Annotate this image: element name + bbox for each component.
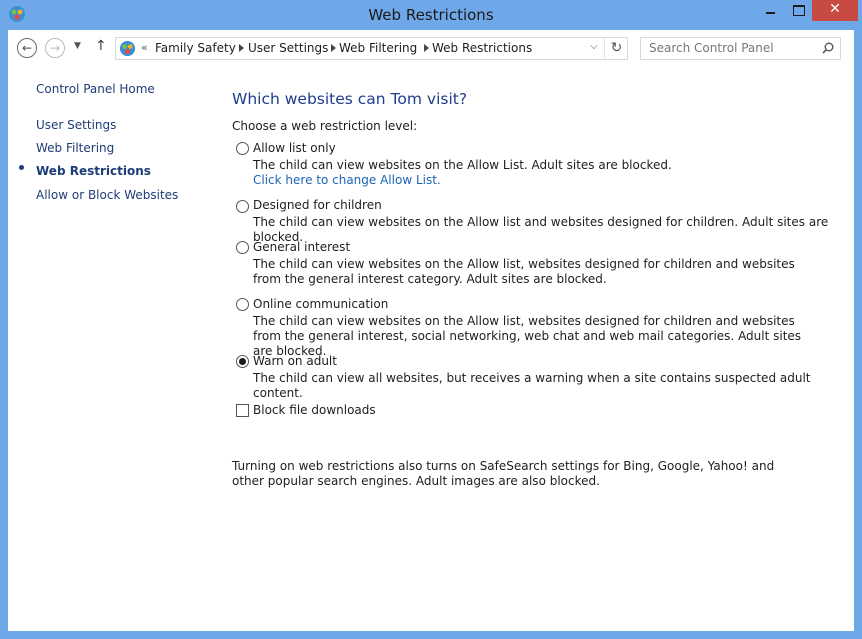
- general-interest-description: The child can view websites on the Allow list, websites designed for children and websites from the general interest category. Adult sites are blocked.: [253, 257, 795, 286]
- allow-list-only-label[interactable]: Allow list only: [253, 141, 336, 155]
- allow-list-only-description: The child can view websites on the Allow List. Adult sites are blocked.: [253, 158, 672, 172]
- allow-list-only-radio[interactable]: [236, 142, 249, 155]
- breadcrumb-separator-icon[interactable]: [331, 44, 336, 52]
- breadcrumb-user-settings[interactable]: User Settings: [248, 41, 329, 55]
- refresh-icon: ↻: [610, 40, 623, 56]
- forward-arrow-icon: →: [49, 41, 61, 55]
- refresh-button[interactable]: [604, 38, 628, 59]
- search-input[interactable]: Search Control Panel: [649, 41, 774, 55]
- designed-for-children-label[interactable]: Designed for children: [253, 198, 382, 212]
- sidebar-item-web-filtering[interactable]: Web Filtering: [36, 141, 115, 155]
- current-page-bullet-icon: [19, 165, 24, 170]
- back-arrow-icon: ←: [21, 41, 33, 55]
- sidebar-item-web-restrictions: Web Restrictions: [36, 164, 151, 178]
- main-content: [232, 66, 842, 631]
- breadcrumb-family-safety[interactable]: Family Safety: [155, 41, 236, 55]
- address-overflow-button[interactable]: «: [141, 41, 148, 54]
- breadcrumb-web-restrictions[interactable]: Web Restrictions: [432, 41, 533, 55]
- client-area: [8, 30, 854, 631]
- general-interest-radio[interactable]: [236, 241, 249, 254]
- navigation-bar: [8, 30, 854, 66]
- up-arrow-icon: ↑: [95, 38, 107, 54]
- general-interest-label[interactable]: General interest: [253, 240, 351, 254]
- breadcrumb-separator-icon[interactable]: [239, 44, 244, 52]
- sidebar-item-user-settings[interactable]: User Settings: [36, 118, 117, 132]
- maximize-button[interactable]: [785, 0, 812, 21]
- control-panel-home-link[interactable]: Control Panel Home: [36, 82, 155, 96]
- title-bar[interactable]: [0, 0, 862, 30]
- online-communication-label[interactable]: Online communication: [253, 297, 389, 311]
- safesearch-note: Turning on web restrictions also turns on SafeSearch settings for Bing, Google, Yahoo! and other popular search engines. Adult images are also blocked.: [232, 459, 775, 488]
- close-button[interactable]: [812, 0, 858, 21]
- online-communication-description: The child can view websites on the Allow list, websites designed for children and websites from the general interest, social networking, web chat and web mail categories. Adult sites are blocked.: [253, 314, 802, 358]
- minimize-button[interactable]: [755, 0, 785, 21]
- warn-on-adult-description: The child can view all websites, but receives a warning when a site contains suspected adult content.: [253, 371, 811, 400]
- warn-on-adult-label[interactable]: Warn on adult: [253, 354, 337, 368]
- search-box[interactable]: [640, 37, 841, 60]
- recent-locations-button[interactable]: [74, 41, 81, 51]
- block-file-downloads-checkbox[interactable]: [236, 404, 249, 417]
- restriction-level-prompt: Choose a web restriction level:: [232, 119, 418, 133]
- online-communication-radio[interactable]: [236, 298, 249, 311]
- back-button[interactable]: [17, 38, 37, 58]
- family-safety-icon: [119, 40, 136, 57]
- search-icon[interactable]: [822, 42, 834, 54]
- breadcrumb-separator-icon[interactable]: [424, 44, 429, 52]
- block-file-downloads-label[interactable]: Block file downloads: [253, 403, 376, 417]
- window-title: Web Restrictions: [368, 6, 494, 24]
- designed-for-children-radio[interactable]: [236, 200, 249, 213]
- sidebar-item-allow-or-block-websites[interactable]: Allow or Block Websites: [36, 188, 179, 202]
- change-allow-list-link[interactable]: Click here to change Allow List.: [253, 173, 441, 187]
- address-dropdown-button[interactable]: ⌵: [590, 41, 598, 52]
- breadcrumb-web-filtering[interactable]: Web Filtering: [339, 41, 418, 55]
- designed-for-children-description: The child can view websites on the Allow list and websites designed for children. Adult sites are blocked.: [253, 215, 829, 244]
- left-navigation-pane: [8, 66, 218, 631]
- page-title: Which websites can Tom visit?: [232, 90, 468, 108]
- address-bar[interactable]: [115, 37, 628, 60]
- warn-on-adult-radio[interactable]: [236, 355, 249, 368]
- up-button[interactable]: [95, 38, 107, 54]
- forward-button[interactable]: [45, 38, 65, 58]
- chevron-down-icon: ▼: [74, 41, 81, 51]
- close-icon: ✕: [829, 1, 841, 17]
